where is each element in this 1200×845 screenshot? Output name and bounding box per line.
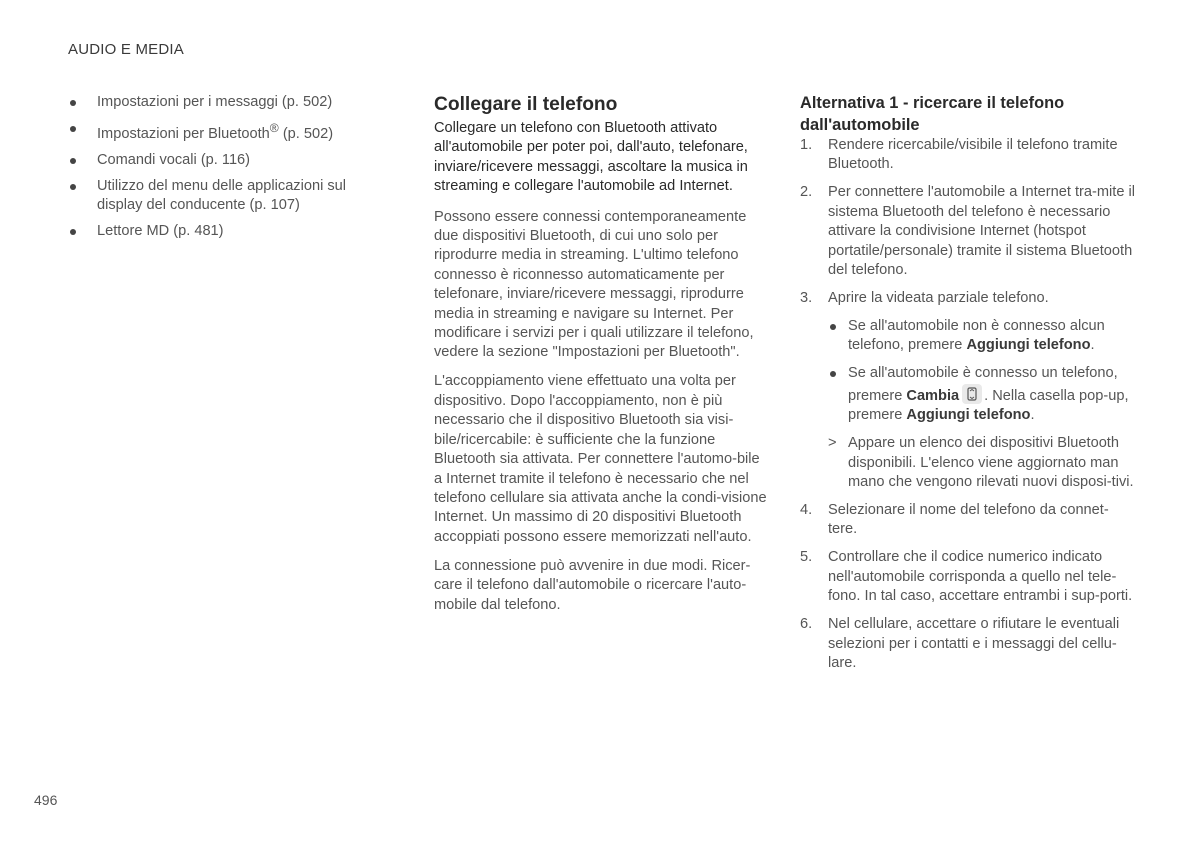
alternative-column [800, 93, 1135, 682]
related-link-item[interactable] [68, 93, 368, 112]
related-link-text: Impostazioni per i messaggi (p. 502) [97, 94, 333, 110]
related-link-text: Comandi vocali (p. 116) [97, 151, 251, 168]
result-text: Appare un elenco dei dispositivi Bluetooth disponibili. L'elenco viene aggiornato man mano che vengono rilevati nuovi disposi-tivi. [848, 435, 1134, 491]
related-link-text: Lettore MD (p. 481) [97, 223, 224, 240]
bullet-icon [70, 126, 76, 132]
page-number: 496 [34, 792, 58, 808]
result-item [828, 434, 1135, 492]
step-number: 1. [800, 137, 813, 153]
step-text: Selezionare il nome del telefono da connet-tere. [828, 502, 1109, 538]
step-number: 3. [800, 290, 813, 307]
step-item [800, 183, 1135, 280]
step-number: 6. [800, 616, 813, 633]
bullet-icon [70, 158, 76, 164]
step-text: Rendere ricercabile/visibile il telefono tramite Bluetooth. [828, 137, 1118, 173]
page-header: AUDIO E MEDIA [68, 41, 184, 58]
related-link-item[interactable] [68, 151, 368, 170]
step-text: Per connettere l'automobile a Internet tra-mite il sistema Bluetooth del telefono è necessario attivare la condivisione Internet (hotspot portatile/personale) tramite il sistema Bluetooth del telefono. [828, 184, 1135, 279]
add-phone-label: Aggiungi telefono [906, 407, 1031, 424]
related-link-text: Impostazioni per Bluetooth® (p. 502) [97, 121, 334, 142]
section-title: Collegare il telefono [434, 94, 618, 115]
bullet-icon [70, 100, 76, 106]
main-section-column [434, 93, 770, 625]
lead-paragraph: Collegare un telefono con Bluetooth attivato all'automobile per poter poi, dall'auto, telefonare, inviare/ricevere messaggi, ascoltare la musica in streaming e collegare l'automobile ad Internet. [434, 120, 748, 195]
step-text: Controllare che il codice numerico indicato nell'automobile corrisponda a quello nel tele-fono. In tal caso, accettare entrambi i sup-porti. [828, 549, 1133, 605]
bullet-icon [830, 324, 836, 330]
step-item [800, 548, 1135, 606]
change-label: Cambia [906, 387, 960, 404]
bullet-icon [70, 229, 76, 235]
bullet-icon [70, 184, 76, 190]
related-link-item[interactable] [68, 177, 368, 216]
step-number: 4. [800, 502, 813, 519]
body-paragraph: La connessione può avvenire in due modi. Ricer-care il telefono dall'automobile o ricercare l'auto-mobile dal telefono. [434, 557, 751, 613]
step-sublist [828, 317, 1135, 492]
bullet-icon [830, 371, 836, 377]
related-link-item[interactable] [68, 119, 368, 144]
body-paragraph: L'accoppiamento viene effettuato una volta per dispositivo. Dopo l'accoppiamento, non è più necessario che il dispositivo Bluetooth sia visi-bile/ricercabile: è sufficiente che la funzione Bluetooth sia attivata. Per connettere l'automo-bile a Internet tramite il telefono è necessario che nel telefono cellulare sia attivata anche la condi-visione Internet. Un massimo di 20 dispositivi Bluetooth accoppiati possono essere memorizzati nell'auto. [434, 373, 767, 545]
step-text: Aprire la videata parziale telefono. [828, 290, 1049, 307]
related-links-list [68, 93, 368, 242]
steps-list [800, 136, 1135, 674]
swap-phone-icon [962, 384, 982, 404]
add-phone-label: Aggiungi telefono [966, 337, 1091, 354]
step-number: 5. [800, 549, 813, 566]
step-item [800, 136, 1135, 175]
related-link-item[interactable] [68, 222, 368, 241]
sub-bullet-item: Se all'automobile è connesso un telefono, premere Cambia . Nella casella pop-up, premere Aggiungi telefono. [828, 364, 1135, 425]
step-item [800, 289, 1135, 492]
step-number: 2. [800, 184, 813, 201]
sub-bullet-item: Se all'automobile non è connesso alcun telefono, premere Aggiungi telefono. [828, 317, 1135, 356]
step-item [800, 615, 1135, 673]
result-marker: > [828, 435, 837, 452]
alternative-title: Alternativa 1 - ricercare il telefono dall'automobile [800, 94, 1065, 134]
step-text: Nel cellulare, accettare o rifiutare le eventuali selezioni per i contatti e i messaggi del cellu-lare. [828, 616, 1120, 672]
related-links-column [68, 93, 368, 248]
step-item [800, 501, 1135, 540]
body-paragraph: Possono essere connessi contemporaneamente due dispositivi Bluetooth, di cui uno solo per riprodurre media in streaming. L'ultimo telefono connesso è riconnesso automaticamente per telefonare, inviare/ricevere messaggi, riprodurre media in streaming e navigare su Internet. Per modificare i servizi per i quali utilizzare il telefono, vedere la sezione "Impostazioni per Bluetooth". [434, 208, 754, 361]
related-link-text: Utilizzo del menu delle applicazioni sul display del conducente (p. 107) [97, 177, 347, 214]
